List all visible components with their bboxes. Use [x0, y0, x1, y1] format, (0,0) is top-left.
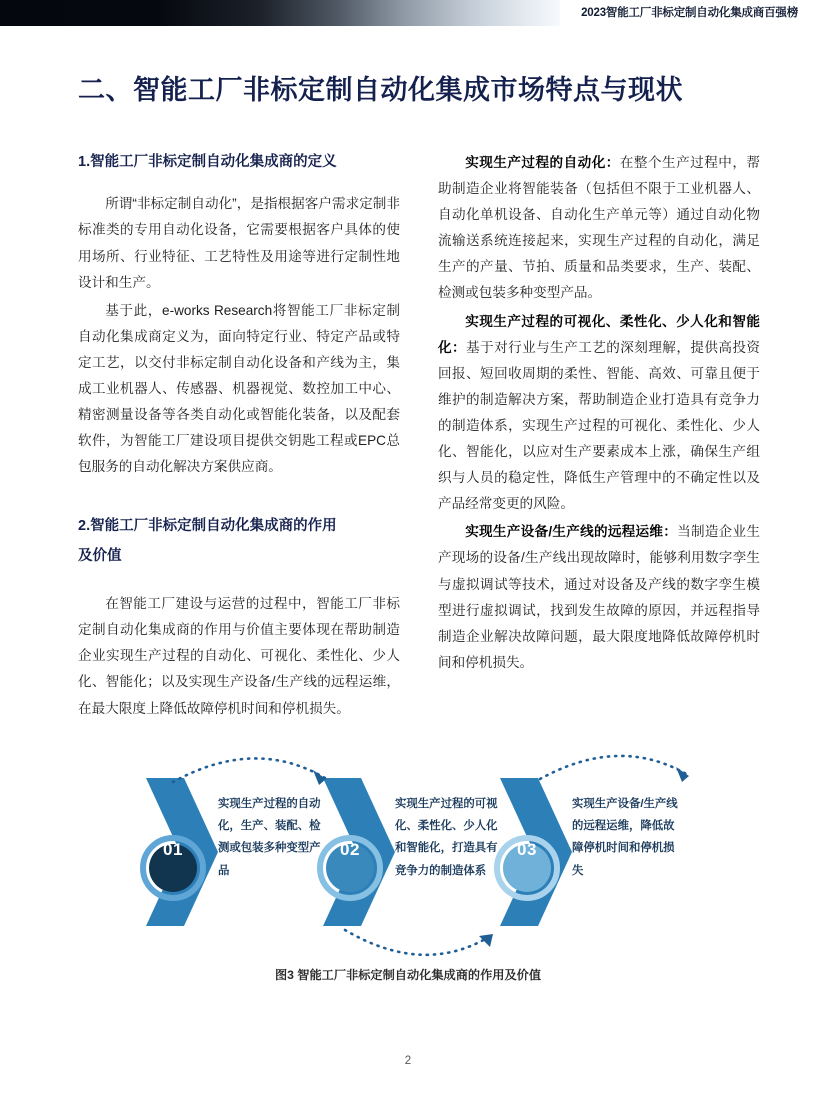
header-gradient-bar	[0, 0, 560, 26]
right-paragraph-3-lead: 实现生产设备/生产线的远程运维：	[465, 524, 678, 540]
section-2-paragraph-1: 在智能工厂建设与运营的过程中，智能工厂非标定制自动化集成商的作用与价值主要体现在帮助制造企业实现生产过程的自动化、可视化、柔性化、少人化、智能化；以及实现生产设备/生产线的远程运维，在最大限度上降低故障停机时间和停机损失。	[78, 596, 400, 716]
page-header	[0, 0, 816, 26]
figure-caption: 图3 智能工厂非标定制自动化集成商的作用及价值	[274, 968, 542, 982]
right-paragraph-3-body: 当制造企业生产现场的设备/生产线出现故障时，能够利用数字孪生与虚拟调试等技术，通过对设备及产线的数字孪生模型进行虚拟调试，找到发生故障的原因，并远程指导制造企业解决故障问题，最大限度地降低故障停机时间和停机损失。	[438, 524, 760, 670]
running-title: 2023智能工厂非标定制自动化集成商百强榜	[581, 7, 798, 19]
step-2-number: 02	[340, 840, 360, 859]
right-paragraph-2-lead: 实现生产过程的可视化、柔性化、少人化和智能化：	[438, 313, 760, 355]
step-3-description: 实现生产设备/生产线的远程运维，降低故障停机时间和停机损失	[572, 798, 678, 877]
flow-arrow-3-outward-head	[676, 767, 689, 782]
page-number: 2	[404, 1055, 412, 1067]
section-2-title-line-2: 及价值	[78, 547, 122, 564]
section-1-paragraph-1: 所谓“非标定制自动化”，是指根据客户需求定制非标准类的专用自动化设备，它需要根据客户具体的使用场所、行业特征、工艺特性及用途等进行定制性地设计和生产。	[78, 196, 400, 290]
right-paragraph-3	[438, 519, 760, 676]
right-paragraph-1-body: 在整个生产过程中，帮助制造企业将智能装备（包括但不限于工业机器人、自动化单机设备、自动化生产单元等）通过自动化物流输送系统连接起来，实现生产过程的自动化，满足生产的产量、节拍、质量和品类要求，生产、装配、检测或包装多种变型产品。	[438, 155, 761, 301]
right-paragraph-1-lead: 实现生产过程的自动化：	[465, 155, 620, 170]
step-1-description: 实现生产过程的自动化，生产、装配、检测或包装多种变型产品	[218, 798, 321, 877]
section-2-title-line-1: 2.智能工厂非标定制自动化集成商的作用	[78, 518, 337, 535]
spacer	[78, 179, 400, 191]
right-paragraph-2-body: 基于对行业与生产工艺的深刻理解，提供高投资回报、短回收周期的柔性、智能、高效、可靠且便于维护的制造解决方案，帮助制造企业打造具有竞争力的制造体系，实现生产过程的可视化、柔性化、少人化、智能化，以应对生产要素成本上涨，确保生产组织与人员的稳定性，降低生产管理中的不确定性以及产品经常变更的风险。	[438, 339, 761, 512]
flow-arrow-3-outward	[540, 756, 688, 779]
left-column	[78, 150, 400, 722]
flow-arrow-1-to-2	[173, 758, 325, 782]
section-1-paragraph-2: 基于此，e-works Research将智能工厂非标定制自动化集成商定义为，面向特定行业、特定产品或特定工艺，以交付非标定制自动化设备和产线为主，集成工业机器人、传感器、机器视觉、数控加工中心、精密测量设备等各类自动化或智能化装备，以及配套软件，为智能工厂建设项目提供交钥匙工程或EPC总包服务的自动化解决方案供应商。	[78, 302, 400, 475]
process-diagram	[140, 745, 720, 960]
right-paragraph-2	[438, 309, 760, 518]
flow-arrow-2-to-3	[345, 930, 492, 955]
right-paragraph-1	[438, 150, 760, 307]
right-column	[438, 150, 760, 676]
section-1-title: 1.智能工厂非标定制自动化集成商的定义	[78, 154, 337, 170]
page-title: 二、智能工厂非标定制自动化集成市场特点与现状	[78, 75, 683, 105]
spacer	[78, 573, 400, 591]
step-1-number: 01	[163, 840, 183, 859]
step-2-description: 实现生产过程的可视化、柔性化、少人化和智能化，打造具有竞争力的制造体系	[395, 798, 498, 877]
step-3-number: 03	[517, 840, 537, 859]
